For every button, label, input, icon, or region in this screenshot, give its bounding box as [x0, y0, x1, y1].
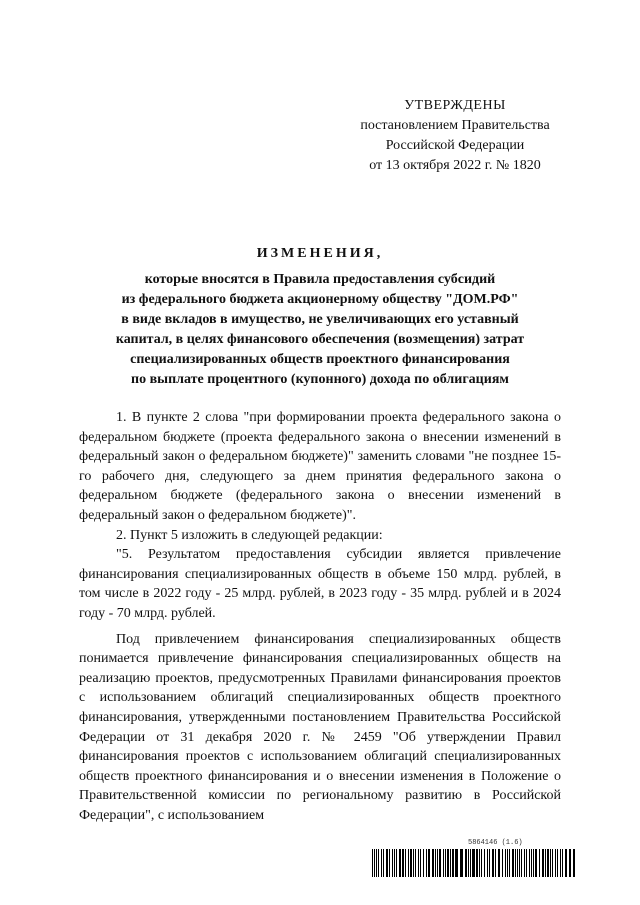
heading-title: ИЗМЕНЕНИЯ,: [256, 246, 384, 261]
paragraph-item-1: 1. В пункте 2 слова "при формировании проекта федерального закона о федеральном бюджете (проекта федерального закона о внесении изменений в федеральный закон о федеральном бюджете)" заменить словами "не позднее 15-го рабочего дня, следующего за днем принятия федерального закона о федеральном бюджете (федерального закона о внесении изменений в федеральный закон о федеральном бюджете)".: [79, 410, 561, 523]
paragraph-item-2: 2. Пункт 5 изложить в следующей редакции:: [116, 527, 383, 543]
heading-subtitle-line: капитал, в целях финансового обеспечения (возмещения) затрат: [115, 332, 525, 347]
paragraph-definition: Под привлечением финансирования специализированных обществ понимается привлечение финансирования специализированных обществ на реализацию проектов, предусмотренных Правилами финансирования проектов с использованием облигаций специализированных обществ проектного финансирования, утвержденными постановлением Правительства Российской Федерации от 31 декабря 2020 г. № 2459 "Об утверждении Правил финансирования проектов с использованием облигаций специализированных обществ проектного финансирования и о внесении изменения в Положение о Правительственной комиссии по региональному развитию в Российской Федерации", с использованием: [79, 631, 561, 823]
approval-title: УТВЕРЖДЕНЫ: [404, 98, 506, 113]
footer: [372, 839, 578, 879]
heading-subtitle-line: которые вносятся в Правила предоставления субсидий: [144, 272, 496, 287]
approval-line: постановлением Правительства: [360, 118, 550, 133]
heading-subtitle-line: специализированных обществ проектного финансирования: [130, 352, 510, 367]
paragraph-point-5: "5. Результатом предоставления субсидии является привлечение финансирования специализированных обществ в объеме 150 млрд. рублей, в том числе в 2022 году - 25 млрд. рублей, в 2023 году - 35 млрд. рублей и в 2024 году - 70 млрд. рублей.: [79, 547, 561, 621]
document-body: [79, 408, 561, 825]
approval-line: Российской Федерации: [385, 138, 525, 153]
document-code: 5864146 (1.6): [468, 839, 523, 847]
document-heading: [60, 244, 580, 390]
approval-block: [340, 96, 570, 176]
heading-subtitle-line: из федерального бюджета акционерному обществу "ДОМ.РФ": [121, 292, 519, 307]
barcode-icon: [372, 849, 578, 877]
heading-subtitle-line: в виде вкладов в имущество, не увеличивающих его уставный: [121, 312, 519, 327]
approval-date-number: от 13 октября 2022 г. № 1820: [369, 158, 541, 173]
heading-subtitle-line: по выплате процентного (купонного) дохода по облигациям: [131, 372, 509, 387]
